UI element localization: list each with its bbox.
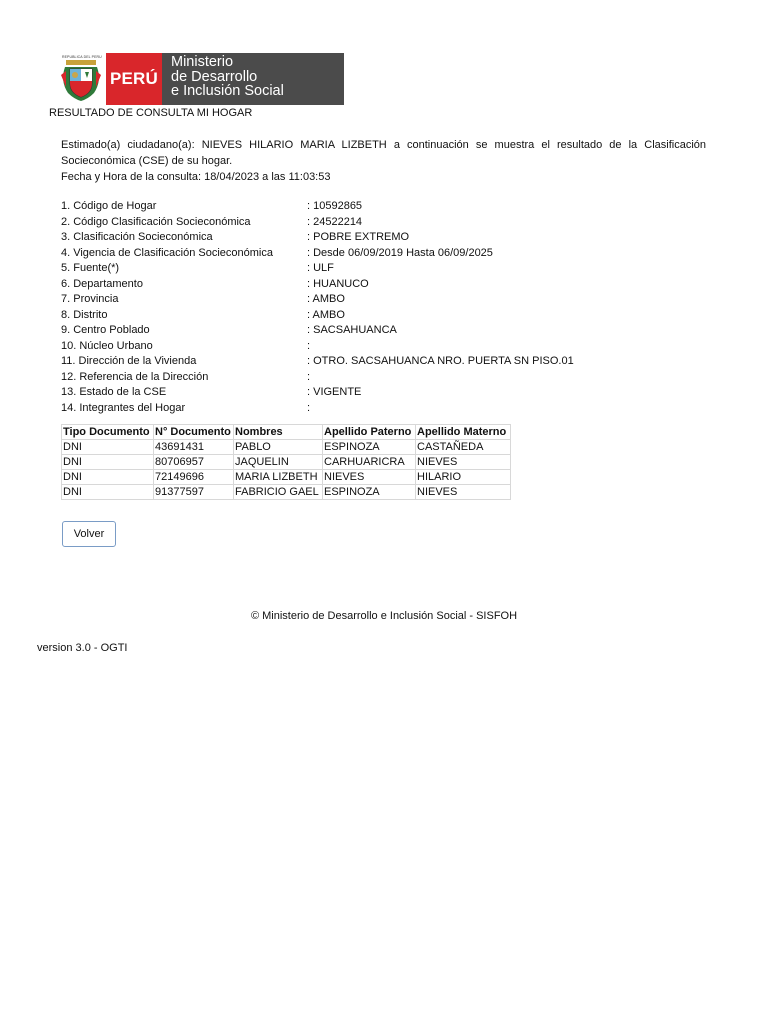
- ministry-line-1: Ministerio: [171, 54, 234, 70]
- field-value: : AMBO: [307, 308, 345, 321]
- table-cell: NIEVES: [416, 485, 511, 500]
- field-label: 2. Código Clasificación Socieconómica: [61, 215, 251, 228]
- field-value: : 10592865: [307, 200, 363, 212]
- field-label: 5. Fuente(*): [61, 262, 120, 274]
- field-row: [61, 323, 711, 339]
- field-row: [61, 215, 711, 231]
- field-label: 9. Centro Poblado: [61, 324, 150, 336]
- field-label: 3. Clasificación Socieconómica: [61, 231, 213, 243]
- field-row: [61, 385, 711, 401]
- field-label: 14. Integrantes del Hogar: [61, 401, 186, 414]
- table-cell: DNI: [62, 470, 154, 485]
- field-row: [61, 308, 711, 324]
- field-row: [61, 401, 711, 417]
- table-row: [62, 485, 511, 500]
- ministry-logo: [56, 53, 344, 105]
- table-cell: DNI: [62, 440, 154, 455]
- field-label: 11. Dirección de la Vivienda: [61, 355, 197, 367]
- field-label: 13. Estado de la CSE: [61, 386, 167, 398]
- field-value: : VIGENTE: [307, 386, 362, 398]
- table-cell: FABRICIO GAEL: [234, 485, 323, 500]
- table-cell: ESPINOZA: [323, 440, 416, 455]
- column-header-numero-documento: N° Documento: [154, 425, 234, 440]
- ministry-line-3: e Inclusión Social: [171, 83, 284, 99]
- table-row: [62, 470, 511, 485]
- field-label: 7. Provincia: [61, 293, 119, 305]
- table-cell: 80706957: [154, 455, 234, 470]
- household-members-table: [61, 424, 511, 500]
- ministry-line-2: de Desarrollo: [171, 68, 258, 85]
- table-row: [62, 455, 511, 470]
- table-cell: 91377597: [154, 485, 234, 500]
- field-value: : HUANUCO: [307, 277, 369, 290]
- field-label: 12. Referencia de la Dirección: [61, 370, 209, 383]
- back-button[interactable]: Volver: [62, 521, 116, 547]
- field-row: [61, 199, 711, 215]
- table-cell: DNI: [62, 455, 154, 470]
- field-row: [61, 277, 711, 293]
- field-value: :: [307, 370, 311, 383]
- peru-logo-text: PERÚ: [106, 53, 162, 105]
- column-header-nombres: Nombres: [234, 425, 323, 440]
- page-title: RESULTADO DE CONSULTA MI HOGAR: [49, 107, 253, 119]
- field-label: 1. Código de Hogar: [61, 200, 157, 212]
- field-value: : ULF: [307, 262, 334, 274]
- field-value: :: [307, 401, 311, 414]
- ministry-name: [162, 53, 344, 105]
- household-fields: [61, 199, 711, 416]
- table-cell: NIEVES: [416, 455, 511, 470]
- field-row: [61, 230, 711, 246]
- table-header-row: [62, 425, 511, 440]
- table-cell: DNI: [62, 485, 154, 500]
- field-value: : OTRO. SACSAHUANCA NRO. PUERTA SN PISO.01: [307, 355, 574, 367]
- table-cell: 72149696: [154, 470, 234, 485]
- table-cell: CARHUARICRA: [323, 455, 416, 470]
- field-row: [61, 339, 711, 355]
- field-row: [61, 370, 711, 386]
- table-cell: MARIA LIZBETH: [234, 470, 323, 485]
- greeting-text: Estimado(a) ciudadano(a): NIEVES HILARIO MARIA LIZBETH a continuación se muestra el resultado de la Clasificación Socieconómica (CSE) de su hogar.: [61, 139, 706, 167]
- table-cell: HILARIO: [416, 470, 511, 485]
- table-cell: ESPINOZA: [323, 485, 416, 500]
- table-cell: CASTAÑEDA: [416, 440, 511, 455]
- table-row: [62, 440, 511, 455]
- field-value: : AMBO: [307, 293, 345, 305]
- field-value: : SACSAHUANCA: [307, 324, 397, 336]
- column-header-apellido-materno: Apellido Materno: [416, 425, 511, 440]
- field-value: : Desde 06/09/2019 Hasta 06/09/2025: [307, 246, 493, 259]
- field-label: 6. Departamento: [61, 277, 143, 290]
- table-cell: 43691431: [154, 440, 234, 455]
- field-value: : 24522214: [307, 215, 363, 228]
- table-cell: PABLO: [234, 440, 323, 455]
- coat-of-arms-text: REPUBLICA DEL PERU: [62, 55, 102, 59]
- version-label: version 3.0 - OGTI: [37, 642, 128, 654]
- intro-text: [61, 137, 706, 185]
- field-label: 10. Núcleo Urbano: [61, 339, 153, 352]
- table-cell: JAQUELIN: [234, 455, 323, 470]
- field-row: [61, 354, 711, 370]
- query-datetime: Fecha y Hora de la consulta: 18/04/2023 a las 11:03:53: [61, 171, 331, 183]
- table-cell: NIEVES: [323, 470, 416, 485]
- copyright-footer: © Ministerio de Desarrollo e Inclusión Social - SISFOH: [250, 610, 518, 622]
- field-value: : POBRE EXTREMO: [307, 231, 410, 243]
- field-row: [61, 292, 711, 308]
- coat-of-arms-icon: [56, 53, 106, 105]
- field-row: [61, 261, 711, 277]
- field-label: 8. Distrito: [61, 308, 108, 321]
- column-header-apellido-paterno: Apellido Paterno: [323, 425, 416, 440]
- field-value: :: [307, 339, 311, 352]
- field-label: 4. Vigencia de Clasificación Socieconómica: [61, 246, 273, 259]
- column-header-tipo-documento: Tipo Documento: [62, 425, 154, 440]
- field-row: [61, 246, 711, 262]
